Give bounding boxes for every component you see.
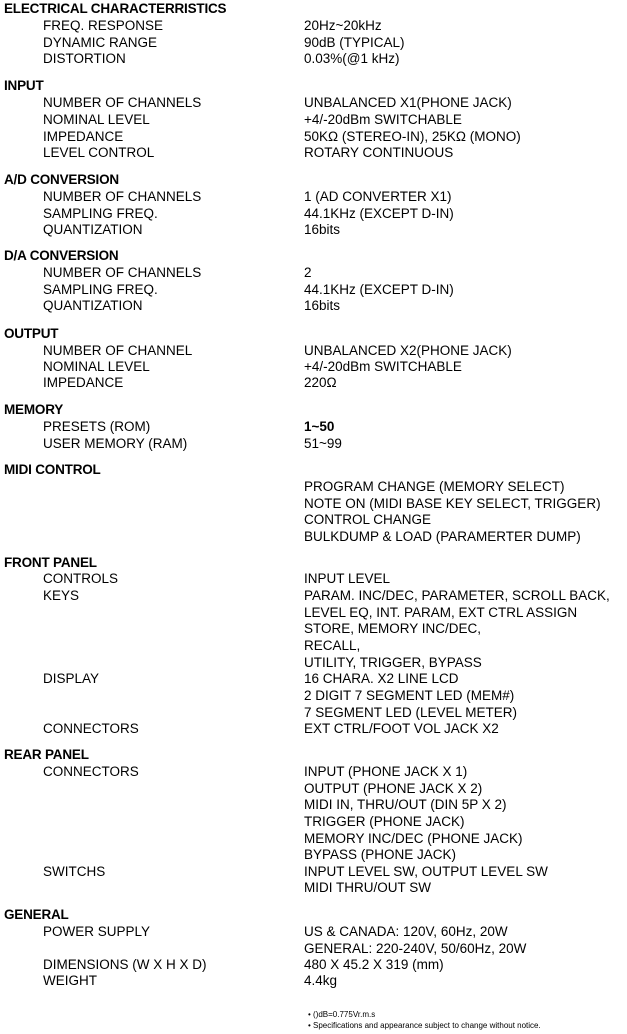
spec-value-front-display-line: 16 CHARA. X2 LINE LCD (304, 671, 459, 686)
spec-value-rear-connectors-line: MEMORY INC/DEC (PHONE JACK) (304, 831, 523, 846)
section-heading-output: OUTPUT (4, 326, 59, 341)
spec-label-front-connectors: CONNECTORS (43, 721, 139, 736)
spec-label-da-quantization: QUANTIZATION (43, 298, 143, 313)
spec-value-input-impedance: 50KΩ (STEREO-IN), 25KΩ (MONO) (304, 129, 521, 144)
section-heading-ad-conversion: A/D CONVERSION (4, 172, 119, 187)
spec-label-rear-switchs: SWITCHS (43, 864, 106, 879)
spec-value-da-quantization: 16bits (304, 298, 341, 313)
spec-value-freq-response: 20Hz~20kHz (304, 18, 382, 33)
spec-value-front-keys-line: STORE, MEMORY INC/DEC, (304, 621, 482, 636)
section-heading-rear-panel: REAR PANEL (4, 747, 89, 762)
spec-value-front-controls: INPUT LEVEL (304, 571, 391, 586)
spec-value-rear-connectors-line: TRIGGER (PHONE JACK) (304, 814, 465, 829)
spec-value-level-control: ROTARY CONTINUOUS (304, 145, 454, 160)
spec-label-front-controls: CONTROLS (43, 571, 119, 586)
spec-value-dimensions: 480 X 45.2 X 319 (mm) (304, 957, 444, 972)
spec-value-rear-connectors-line: OUTPUT (PHONE JACK X 2) (304, 781, 483, 796)
spec-value-front-keys-line: LEVEL EQ, INT. PARAM, EXT CTRL ASSIGN (304, 605, 578, 620)
spec-value-power-supply-line: US & CANADA: 120V, 60Hz, 20W (304, 924, 508, 939)
spec-value-ad-sampling: 44.1KHz (EXCEPT D-IN) (304, 206, 454, 221)
spec-label-weight: WEIGHT (43, 973, 97, 988)
spec-label-distortion: DISTORTION (43, 51, 126, 66)
spec-label-da-sampling: SAMPLING FREQ. (43, 282, 158, 297)
spec-value-midi-bulkdump: BULKDUMP & LOAD (PARAMERTER DUMP) (304, 529, 581, 544)
spec-value-output-nominal-level: +4/-20dBm SWITCHABLE (304, 359, 462, 374)
spec-label-front-display: DISPLAY (43, 671, 100, 686)
spec-label-user-memory: USER MEMORY (RAM) (43, 436, 188, 451)
spec-label-input-nominal-level: NOMINAL LEVEL (43, 112, 150, 127)
spec-label-rear-connectors: CONNECTORS (43, 764, 139, 779)
spec-value-distortion: 0.03%(@1 kHz) (304, 51, 400, 66)
spec-label-front-keys: KEYS (43, 588, 80, 603)
spec-value-output-channel: UNBALANCED X2(PHONE JACK) (304, 343, 512, 358)
spec-value-ad-channels: 1 (AD CONVERTER X1) (304, 189, 452, 204)
section-heading-input: INPUT (4, 78, 44, 93)
section-heading-midi-control: MIDI CONTROL (4, 462, 101, 477)
spec-label-input-impedance: IMPEDANCE (43, 129, 124, 144)
spec-value-power-supply-line: GENERAL: 220-240V, 50/60Hz, 20W (304, 941, 527, 956)
spec-value-output-impedance: 220Ω (304, 375, 337, 390)
spec-label-input-channels: NUMBER OF CHANNELS (43, 95, 202, 110)
section-heading-front-panel: FRONT PANEL (4, 555, 97, 570)
spec-value-rear-connectors-line: INPUT (PHONE JACK X 1) (304, 764, 468, 779)
spec-label-freq-response: FREQ. RESPONSE (43, 18, 164, 33)
spec-label-level-control: LEVEL CONTROL (43, 145, 155, 160)
spec-label-ad-quantization: QUANTIZATION (43, 222, 143, 237)
spec-value-front-display-line: 7 SEGMENT LED (LEVEL METER) (304, 705, 518, 720)
spec-value-front-keys-line: UTILITY, TRIGGER, BYPASS (304, 655, 482, 670)
spec-value-midi-control-change: CONTROL CHANGE (304, 512, 432, 527)
spec-value-front-connectors: EXT CTRL/FOOT VOL JACK X2 (304, 721, 499, 736)
spec-value-midi-program-change: PROGRAM CHANGE (MEMORY SELECT) (304, 479, 565, 494)
section-heading-electrical: ELECTRICAL CHARACTERRISTICS (4, 1, 227, 16)
spec-value-rear-switchs-line: MIDI THRU/OUT SW (304, 880, 431, 895)
spec-label-dynamic-range: DYNAMIC RANGE (43, 35, 158, 50)
spec-label-power-supply: POWER SUPPLY (43, 924, 151, 939)
spec-value-presets: 1~50 (304, 419, 335, 434)
spec-value-front-keys-line: RECALL, (304, 638, 361, 653)
spec-label-output-channel: NUMBER OF CHANNEL (43, 343, 193, 358)
spec-value-rear-connectors-line: BYPASS (PHONE JACK) (304, 847, 457, 862)
spec-value-front-display-line: 2 DIGIT 7 SEGMENT LED (MEM#) (304, 688, 515, 703)
section-heading-memory: MEMORY (4, 402, 64, 417)
spec-label-ad-sampling: SAMPLING FREQ. (43, 206, 158, 221)
spec-value-input-channels: UNBALANCED X1(PHONE JACK) (304, 95, 512, 110)
spec-value-dynamic-range: 90dB (TYPICAL) (304, 35, 405, 50)
spec-label-presets: PRESETS (ROM) (43, 419, 151, 434)
spec-value-input-nominal-level: +4/-20dBm SWITCHABLE (304, 112, 462, 127)
footnote-specifications-disclaimer: • Specifications and appearance subject to change without notice. (308, 1021, 541, 1030)
spec-value-ad-quantization: 16bits (304, 222, 341, 237)
spec-label-dimensions: DIMENSIONS (W X H X D) (43, 957, 207, 972)
spec-value-da-sampling: 44.1KHz (EXCEPT D-IN) (304, 282, 454, 297)
spec-label-output-impedance: IMPEDANCE (43, 375, 124, 390)
spec-value-midi-note-on: NOTE ON (MIDI BASE KEY SELECT, TRIGGER) (304, 496, 601, 511)
spec-value-rear-switchs-line: INPUT LEVEL SW, OUTPUT LEVEL SW (304, 864, 548, 879)
spec-label-output-nominal-level: NOMINAL LEVEL (43, 359, 150, 374)
spec-value-rear-connectors-line: MIDI IN, THRU/OUT (DIN 5P X 2) (304, 797, 507, 812)
spec-label-ad-channels: NUMBER OF CHANNELS (43, 189, 202, 204)
spec-label-da-channels: NUMBER OF CHANNELS (43, 265, 202, 280)
spec-value-front-keys-line: PARAM. INC/DEC, PARAMETER, SCROLL BACK, (304, 588, 610, 603)
footnote-db-reference: • ()dB=0.775Vr.m.s (308, 1010, 376, 1019)
spec-value-da-channels: 2 (304, 265, 312, 280)
spec-value-user-memory: 51~99 (304, 436, 342, 451)
section-heading-da-conversion: D/A CONVERSION (4, 248, 119, 263)
section-heading-general: GENERAL (4, 907, 69, 922)
spec-value-weight: 4.4kg (304, 973, 338, 988)
